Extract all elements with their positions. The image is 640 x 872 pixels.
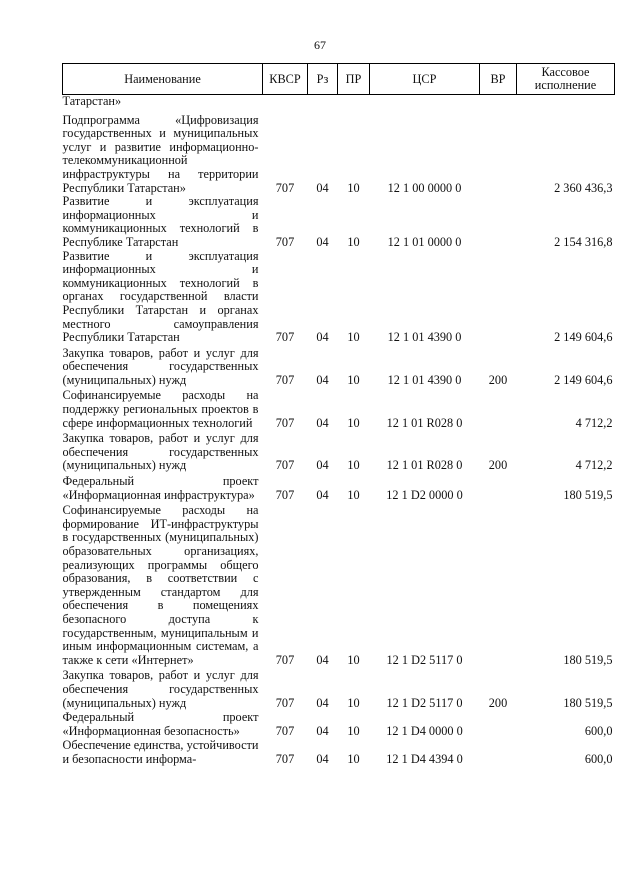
row-name: Развитие и эксплуатация информационных и коммуникационных технологий в Республике Татарстан [62,194,259,249]
table-row [63,387,615,430]
table-row [63,667,615,710]
row-rz: 04 [316,415,329,430]
header-pr: ПР [338,64,370,95]
row-name: Закупка товаров, работ и услуг для обеспечения государственных (муниципальных) нужд [62,345,259,387]
row-vr: 200 [488,372,508,387]
row-vr [480,710,517,738]
row-pr: 10 [347,234,360,249]
row-amount: 2 360 436,3 [554,180,613,195]
row-kvsr [263,95,308,109]
row-kvsr: 707 [275,652,295,667]
row-csr: 12 1 01 4390 0 [387,330,462,345]
row-pr: 10 [347,695,360,710]
row-pr: 10 [347,330,360,345]
row-rz: 04 [316,723,329,738]
row-amount: 180 519,5 [563,695,613,710]
row-pr: 10 [347,723,360,738]
table-row [63,430,615,473]
row-name: Закупка товаров, работ и услуг для обеспечения государственных (муниципальных) нужд [62,668,259,710]
row-amount: 180 519,5 [563,487,613,502]
table-row [63,710,615,738]
row-pr: 10 [347,652,360,667]
table-row [63,95,615,109]
table-body [63,95,615,767]
row-pr: 10 [347,180,360,195]
row-kvsr: 707 [275,487,295,502]
row-rz: 04 [316,458,329,473]
row-name: Подпрограмма «Цифровизация государственных и муниципальных услуг и развитие информационно-телекоммуникационной инфраструктуры на территории Республики Татарстан» [62,112,259,195]
row-csr: 12 1 01 4390 0 [387,372,462,387]
row-rz: 04 [316,234,329,249]
row-csr: 12 1 00 0000 0 [387,180,462,195]
row-kvsr: 707 [275,330,295,345]
row-name: Федеральный проект «Информационная инфраструктура» [62,474,259,502]
row-pr: 10 [347,415,360,430]
row-amount: 4 712,2 [575,458,613,473]
table-row [63,109,615,196]
row-vr [480,502,517,667]
row-pr: 10 [347,372,360,387]
row-amount [517,95,615,109]
row-name: Развитие и эксплуатация информационных и коммуникационных технологий в органах государственной власти Республики Татарстан и органах местного самоуправления Республики Татарстан [62,248,259,345]
row-vr [480,195,517,249]
row-vr [480,738,517,766]
row-pr [338,95,370,109]
row-vr [480,387,517,430]
table-header-row [63,64,615,95]
table-row [63,250,615,345]
row-name: Обеспечение единства, устойчивости и безопасности информа- [62,738,259,766]
row-rz: 04 [316,751,329,766]
row-amount: 2 149 604,6 [554,372,613,387]
row-name: Федеральный проект «Информационная безопасность» [62,710,259,738]
row-name: Софинансируемые расходы на поддержку региональных проектов в сфере информационных технологий [62,388,259,430]
row-vr [480,95,517,109]
row-kvsr: 707 [275,695,295,710]
budget-table [62,63,615,767]
header-rz: Рз [308,64,338,95]
row-kvsr: 707 [275,723,295,738]
header-csr: ЦСР [370,64,480,95]
row-vr [480,109,517,196]
row-csr: 12 1 D4 0000 0 [386,723,463,738]
table-row [63,502,615,667]
row-kvsr: 707 [275,415,295,430]
row-csr [370,95,480,109]
table-row [63,345,615,388]
row-vr: 200 [488,695,508,710]
table-row [63,738,615,766]
row-csr: 12 1 D2 5117 0 [386,652,463,667]
row-name: Татарстан» [62,94,122,108]
row-rz: 04 [316,330,329,345]
row-rz: 04 [316,695,329,710]
row-amount: 4 712,2 [575,415,613,430]
row-rz: 04 [316,372,329,387]
row-pr: 10 [347,458,360,473]
row-name: Софинансируемые расходы на формирование ИТ-инфраструктуры в государственных (муниципальных) образовательных организациях, реализующих программы общего образования, в соответствии с утвержденным стандартом для обеспечения в помещениях безопасного доступа к государственным, муниципальным и иным информационным системам, а также к сети «Интернет» [62,503,259,667]
header-amount: Кассовое исполнение [517,64,615,95]
row-vr: 200 [488,458,508,473]
row-rz: 04 [316,652,329,667]
row-csr: 12 1 01 R028 0 [386,458,463,473]
table-row [63,195,615,249]
row-vr [480,473,517,502]
row-amount: 2 154 316,8 [554,234,613,249]
table-row [63,473,615,502]
row-vr [480,250,517,345]
row-pr: 10 [347,487,360,502]
row-amount: 600,0 [584,751,613,766]
row-kvsr: 707 [275,372,295,387]
row-csr: 12 1 01 R028 0 [386,415,463,430]
header-kvsr: КВСР [263,64,308,95]
row-amount: 180 519,5 [563,652,613,667]
row-csr: 12 1 D2 0000 0 [386,487,463,502]
row-kvsr: 707 [275,458,295,473]
row-kvsr: 707 [275,751,295,766]
row-pr: 10 [347,751,360,766]
row-kvsr: 707 [275,234,295,249]
header-vr: ВР [480,64,517,95]
page-number: 67 [314,38,326,52]
row-amount: 600,0 [584,723,613,738]
row-rz: 04 [316,487,329,502]
header-name: Наименование [63,64,263,95]
row-name: Закупка товаров, работ и услуг для обеспечения государственных (муниципальных) нужд [62,431,259,473]
row-rz [308,95,338,109]
row-kvsr: 707 [275,180,295,195]
row-csr: 12 1 D4 4394 0 [386,751,463,766]
row-rz: 04 [316,180,329,195]
row-amount: 2 149 604,6 [554,330,613,345]
row-csr: 12 1 D2 5117 0 [386,695,463,710]
row-csr: 12 1 01 0000 0 [387,234,462,249]
